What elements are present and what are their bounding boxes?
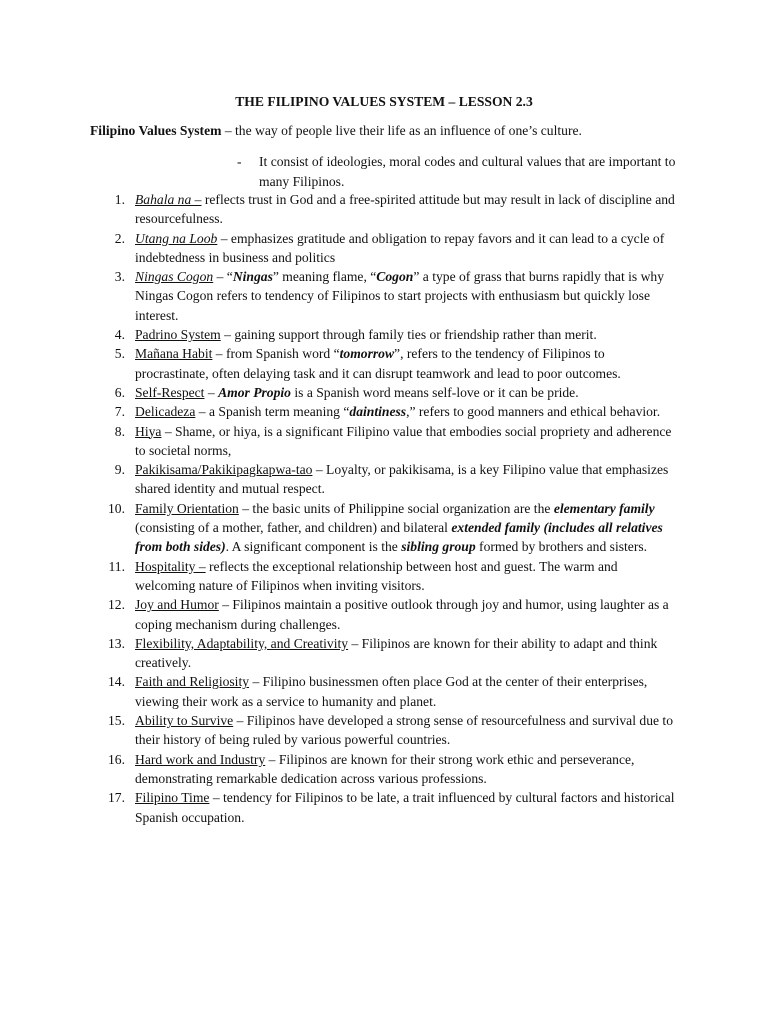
body-text: reflects the exceptional relationship between host and guest. The warm and welcoming nature of Filipinos when inviting visitors. (135, 558, 618, 593)
emphasis-text: Amor Propio (218, 384, 291, 400)
emphasis-text: daintiness (349, 404, 407, 420)
list-item-text (135, 499, 680, 557)
list-item-text (135, 422, 680, 461)
body-text: – (204, 384, 219, 400)
body-text: – Filipinos are known for their strong work ethic and perseverance, demonstrating remarkable dedication across various professions. (135, 751, 635, 786)
emphasis-text: extended family (includes all relatives from both sides) (135, 520, 663, 555)
list-item (0, 595, 768, 634)
value-term: Faith and Religiosity (135, 674, 250, 690)
body-text: – tendency for Filipinos to be late, a trait influenced by cultural factors and historical Spanish occupation. (135, 790, 675, 825)
body-text: (consisting of a mother, father, and children) and bilateral (135, 520, 452, 536)
value-term: Filipino Time (135, 790, 210, 806)
body-text: reflects trust in God and a free-spirited attitude but may result in lack of discipline and resourcefulness. (135, 192, 675, 227)
list-item (0, 422, 768, 461)
emphasis-text: Ningas (232, 269, 273, 285)
value-term: Mañana Habit (135, 346, 213, 362)
list-item-text (135, 267, 680, 325)
list-number: 8. (114, 423, 125, 439)
list-item-text (135, 557, 680, 596)
document-title: THE FILIPINO VALUES SYSTEM – LESSON 2.3 (235, 94, 533, 109)
emphasis-text: elementary family (553, 500, 655, 516)
list-item (0, 383, 768, 402)
list-number: 1. (114, 192, 125, 207)
emphasis-text: sibling group (401, 539, 476, 555)
body-text: – Filipinos are known for their ability to adapt and think creatively. (135, 635, 658, 671)
value-term: Padrino System (135, 327, 221, 343)
list-number: 14. (108, 674, 125, 690)
list-item-text (135, 634, 680, 673)
list-number: 9. (114, 462, 125, 478)
list-item-text (135, 595, 680, 634)
list-item (0, 402, 768, 421)
body-text: – Shame, or hiya, is a significant Filipino value that embodies social propriety and adherence to societal norms, (135, 423, 672, 458)
value-term: Bahala na – (135, 192, 202, 207)
list-number: 5. (114, 346, 125, 362)
list-number: 6. (114, 384, 125, 400)
list-item-text (135, 711, 680, 750)
list-number: 15. (108, 713, 125, 729)
list-item-text (135, 672, 680, 711)
value-term: Hiya (135, 423, 162, 439)
list-item (0, 229, 768, 268)
body-text: formed by brothers and sisters. (475, 539, 648, 555)
body-text: – gaining support through family ties or friendship rather than merit. (220, 327, 597, 343)
body-text: is a Spanish word means self-love or it can be pride. (290, 384, 579, 400)
body-text: ,” refers to good manners and ethical behavior. (406, 404, 661, 420)
list-number: 4. (114, 327, 125, 343)
value-term: Hospitality – (135, 558, 206, 574)
emphasis-text: Cogon (376, 269, 414, 285)
value-term: Self-Respect (135, 384, 205, 400)
body-text: – a Spanish term meaning “ (195, 404, 350, 420)
intro-term: Filipino Values System (90, 123, 222, 138)
list-item (0, 788, 768, 827)
body-text: ” meaning flame, “ (272, 269, 377, 285)
value-term: Family Orientation (135, 500, 239, 516)
list-number: 7. (114, 404, 125, 420)
value-term: Joy and Humor (135, 597, 219, 613)
list-number: 12. (108, 597, 125, 613)
body-text: – Loyalty, or pakikisama, is a key Filipino value that emphasizes shared identity and mutual respect. (135, 462, 669, 497)
body-text: – from Spanish word “ (212, 346, 340, 362)
value-term: Delicadeza (135, 404, 196, 420)
body-text: ” a type of grass that burns rapidly that is why Ningas Cogon refers to tendency of Filipinos to start projects with enthusiasm but quickly lose interest. (135, 269, 665, 323)
value-term: Ningas Cogon (135, 269, 214, 285)
value-term: Hard work and Industry (135, 751, 266, 767)
list-number: 11. (108, 558, 125, 574)
bullet-text: It consist of ideologies, moral codes and cultural values that are important to many Filipinos. (259, 154, 676, 189)
list-item (0, 460, 768, 499)
list-number: 2. (114, 230, 125, 246)
value-term: Utang na Loob (135, 230, 218, 246)
values-list (0, 190, 768, 827)
bullet-marker: - (237, 154, 242, 169)
list-item-text (135, 229, 680, 268)
list-item (0, 267, 768, 325)
value-term: Pakikisama/Pakikipagkapwa-tao (135, 462, 313, 478)
list-item-text (135, 383, 680, 402)
list-number: 17. (108, 790, 125, 806)
list-item-text (135, 750, 680, 789)
body-text: – Filipino businessmen often place God at the center of their enterprises, viewing their work as a service to humanity and planet. (135, 674, 648, 709)
list-number: 13. (108, 635, 125, 651)
emphasis-text: tomorrow (339, 346, 395, 362)
list-item (0, 344, 768, 383)
list-number: 3. (114, 269, 125, 285)
body-text: – the basic units of Philippine social organization are the (238, 500, 554, 516)
list-item-text (135, 190, 680, 229)
value-term: Flexibility, Adaptability, and Creativity (135, 635, 349, 651)
value-term: Ability to Survive (135, 713, 234, 729)
list-item (0, 634, 768, 673)
list-item (0, 711, 768, 750)
body-text: . A significant component is the (225, 539, 402, 555)
list-item (0, 499, 768, 557)
list-item-text (135, 325, 680, 344)
body-text: – Filipinos maintain a positive outlook through joy and humor, using laughter as a coping mechanism during challenges. (135, 597, 669, 632)
list-item (0, 325, 768, 344)
body-text: – emphasizes gratitude and obligation to repay favors and it can lead to a cycle of indebtedness in business and politics (135, 230, 665, 265)
intro-definition: – the way of people live their life as an influence of one’s culture. (221, 123, 582, 138)
list-item-text (135, 402, 680, 421)
list-item-text (135, 788, 680, 827)
list-item-text (135, 344, 680, 383)
body-text: – Filipinos have developed a strong sense of resourcefulness and survival due to their history of being ruled by various powerful countries. (135, 713, 673, 748)
list-item (0, 557, 768, 596)
list-item (0, 190, 768, 229)
list-number: 10. (108, 500, 125, 516)
list-number: 16. (108, 751, 125, 767)
body-text: ”, refers to the tendency of Filipinos to procrastinate, often delaying task and it can disrupt teamwork and lead to poor outcomes. (135, 346, 621, 381)
intro-paragraph (90, 122, 720, 140)
body-text: – “ (213, 269, 233, 285)
list-item (0, 750, 768, 789)
list-item (0, 672, 768, 711)
list-item-text (135, 460, 680, 499)
